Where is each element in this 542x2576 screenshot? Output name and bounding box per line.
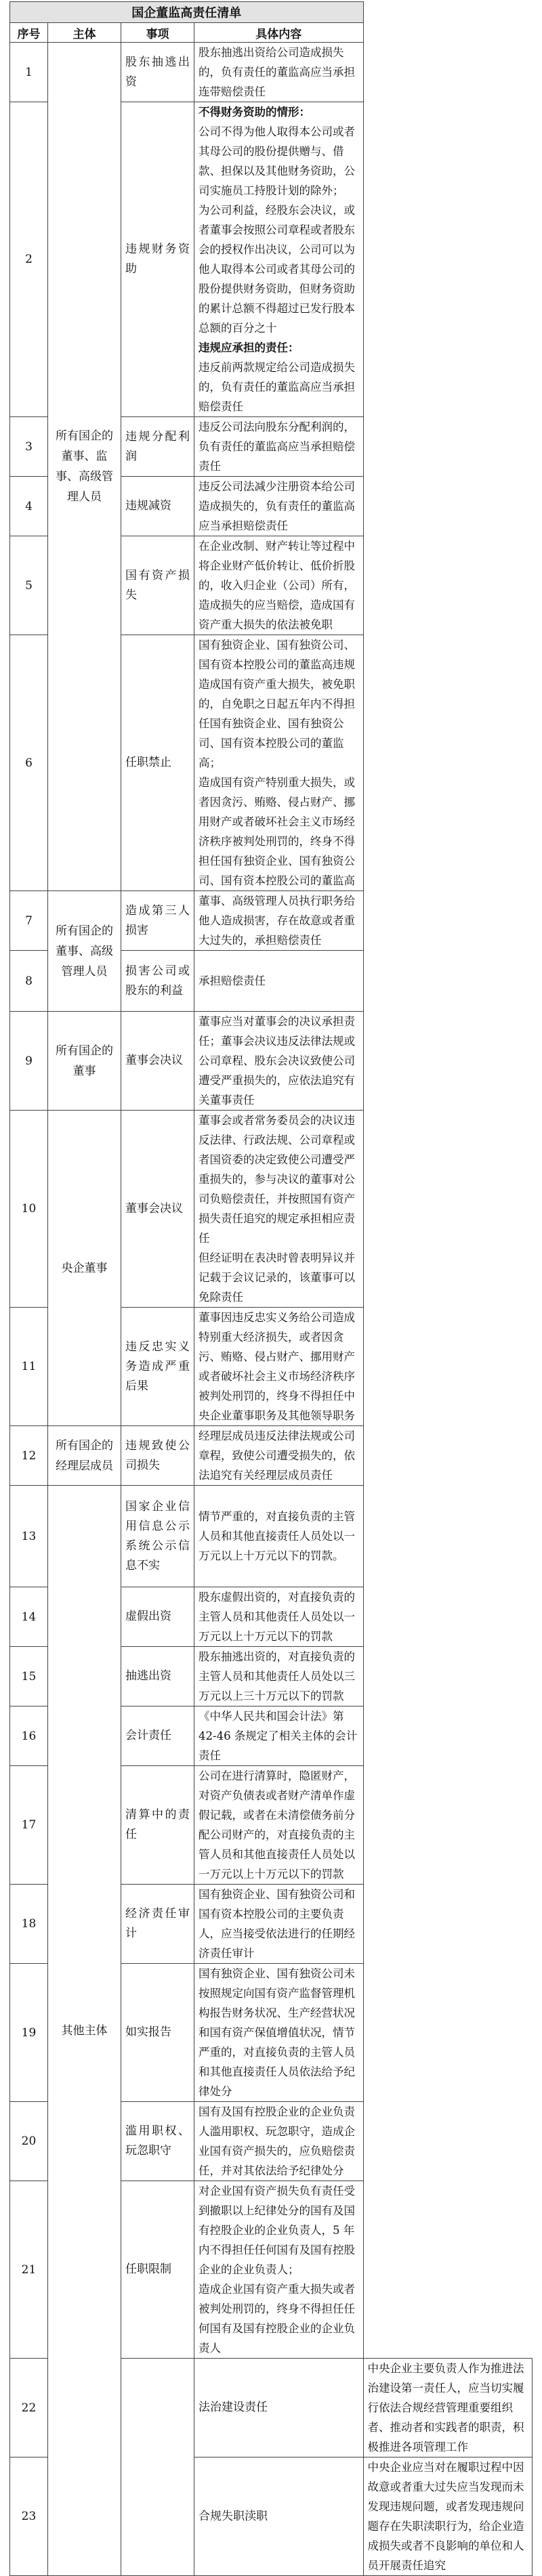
- header-subject: 主体: [48, 23, 121, 43]
- item-cell: 经济责任审计: [121, 1885, 194, 1964]
- content-paragraph: 股东抽逃出资的，对直接负责的主管人员和其他责任人员处以三万元以上三十万元以下的罚款: [199, 1650, 355, 1702]
- item-cell: 损害公司或股东的利益: [121, 951, 194, 1012]
- row-number: 13: [10, 1486, 48, 1587]
- item-cell: 国家企业信用信息公示系统公示信息不实: [121, 1486, 194, 1587]
- content-paragraph: 造成国有资产特别重大损失，或者因贪污、贿赂、侵占财产、挪用财产或者破坏社会主义市场经济秩序被判处刑罚的，终身不得担任国有独资企业、国有独资公司、国有资本控股公司的董监高: [199, 776, 355, 887]
- row-number: 17: [10, 1766, 48, 1885]
- subject-cell: 所有国企的董事: [48, 1012, 121, 1111]
- content-paragraph: 国有独资企业、国有独资公司和国有资本控股公司的主要负责人，应当接受依法进行的任期经济责任审计: [199, 1888, 355, 1960]
- item-cell: 任职禁止: [121, 635, 194, 891]
- table-row: [10, 891, 533, 951]
- content-cell: [194, 1706, 364, 1766]
- header-number: 序号: [10, 23, 48, 43]
- content-cell: [194, 1647, 364, 1706]
- row-number: 7: [10, 891, 48, 951]
- content-paragraph: 公司不得为他人取得本公司或者其母公司的股份提供赠与、借款、担保以及其他财务资助，公司实施员工持股计划的除外；: [199, 125, 355, 197]
- page-title: 国企董监高责任清单: [10, 2, 364, 23]
- row-number: 18: [10, 1885, 48, 1964]
- content-paragraph: 股东抽逃出资给公司造成损失的，负有责任的董监高应当承担连带赔偿责任: [199, 46, 355, 98]
- content-cell: [194, 536, 364, 635]
- content-paragraph: 造成企业国有资产重大损失或者被判处刑罚的，终身不得担任任何国有及国有控股企业的企业负责人: [199, 2283, 355, 2355]
- item-cell: 合规失职渎职: [194, 2457, 364, 2576]
- row-number: 22: [10, 2359, 48, 2457]
- item-cell: 会计责任: [121, 1706, 194, 1766]
- content-cell: [194, 1012, 364, 1111]
- row-number: 14: [10, 1587, 48, 1647]
- content-cell: [194, 1308, 364, 1426]
- content-cell: [194, 1111, 364, 1308]
- content-paragraph: 《中华人民共和国会计法》第 42-46 条规定了相关主体的会计责任: [199, 1710, 358, 1762]
- row-number: 6: [10, 635, 48, 891]
- table-row: [10, 1111, 533, 1308]
- content-cell: [194, 2102, 364, 2181]
- responsibility-table: [9, 1, 533, 2576]
- row-number: 8: [10, 951, 48, 1012]
- content-paragraph: 董事会或者常务委员会的决议违反法律、行政法规、公司章程或者国资委的决定致使公司遭受严重损失的，参与决议的董事对公司负赔偿责任，并按照国有资产损失责任追究的规定承担相应责任: [199, 1114, 355, 1245]
- table-row: [10, 1426, 533, 1486]
- content-paragraph: 违反前两款规定给公司造成损失的，负有责任的董监高应当承担赔偿责任: [199, 361, 355, 413]
- item-cell: 虚假出资: [121, 1587, 194, 1647]
- content-cell: [194, 477, 364, 536]
- content-cell: [194, 1766, 364, 1885]
- content-paragraph: 股东虚假出资的，对直接负责的主管人员和其他责任人员处以一万元以上十万元以下的罚款: [199, 1591, 355, 1643]
- content-cell: [363, 2359, 533, 2457]
- content-cell: [194, 2181, 364, 2359]
- item-cell: 法治建设责任: [194, 2359, 364, 2457]
- content-cell: [194, 1885, 364, 1964]
- item-cell: 股东抽逃出资: [121, 43, 194, 102]
- content-paragraph: 经理层成员违反法律法规或公司章程，致使公司遭受损失的，依法追究有关经理层成员责任: [199, 1430, 355, 1482]
- content-cell: [194, 1587, 364, 1647]
- table-row: [10, 1486, 533, 1587]
- content-cell: [194, 951, 364, 1012]
- content-cell: [194, 1486, 364, 1587]
- row-number: 10: [10, 1111, 48, 1308]
- row-number: 19: [10, 1964, 48, 2102]
- table-row: [10, 1012, 533, 1111]
- content-paragraph: 董事因违反忠实义务给公司造成特别重大经济损失，或者因贪污、贿赂、侵占财产、挪用财产或者破坏社会主义市场经济秩序被判处刑罚的，终身不得担任中央企业董事职务及其他领导职务: [199, 1311, 355, 1422]
- content-cell: [194, 43, 364, 102]
- item-cell: 清算中的责任: [121, 1766, 194, 1885]
- content-paragraph: 为公司利益，经股东会决议，或者董事会按照公司章程或者股东会的授权作出决议，公司可以为他人取得本公司或者其母公司的股份提供财务资助，但财务资助的累计总额不得超过已发行股本总额的百分之十: [199, 204, 355, 335]
- item-cell: 造成第三人损害: [121, 891, 194, 951]
- content-paragraph: 违反公司法向股东分配利润的，负有责任的董监高应当承担赔偿责任: [199, 421, 355, 473]
- content-paragraph: 但经证明在表决时曾表明异议并记载于会议记录的，该董事可以免除责任: [199, 1251, 355, 1304]
- content-cell: [194, 102, 364, 417]
- item-cell: 违规分配利润: [121, 417, 194, 477]
- row-number: 23: [10, 2457, 48, 2576]
- subject-cell: [121, 2359, 194, 2457]
- subject-cell: 所有国企的经理层成员: [48, 1426, 121, 1486]
- content-paragraph: 国有独资企业、国有独资公司未按照规定向国有资产监督管理机构报告财务状况、生产经营状况和国有资产保值增值状况，情节严重的，对直接负责的主管人员和其他直接责任人员依法给予纪律处分: [199, 1967, 355, 2098]
- content-paragraph: 在企业改制、财产转让等过程中将企业财产低价转让、低价折股的，收入归企业（公司）所有，造成损失的应当赔偿，造成国有资产重大损失的依法被免职: [199, 540, 355, 631]
- content-paragraph: 董事应当对董事会的决议承担责任；董事会决议违反法律法规或公司章程、股东会决议致使公司遭受严重损失的，应依法追究有关董事责任: [199, 1015, 355, 1107]
- item-cell: 违反忠实义务造成严重后果: [121, 1308, 194, 1426]
- content-cell: [194, 1426, 364, 1486]
- row-number: 4: [10, 477, 48, 536]
- item-cell: 如实报告: [121, 1964, 194, 2102]
- content-heading: 违规应承担的责任：: [199, 341, 299, 354]
- content-cell: [194, 417, 364, 477]
- content-paragraph: 公司在进行清算时，隐匿财产，对资产负债表或者财产清单作虚假记载，或者在未清偿债务前分配公司财产的，对直接负责的主管人员和其他直接责任人员处以一万元以上十万元以下的罚款: [199, 1769, 355, 1881]
- content-cell: [194, 891, 364, 951]
- content-heading: 不得财务资助的情形：: [199, 106, 310, 119]
- content-paragraph: 国有及国有控股企业的企业负责人滥用职权、玩忽职守，造成企业国有资产损失的，应负赔偿责任，并对其依法给予纪律处分: [199, 2105, 355, 2177]
- content-paragraph: 违反公司法减少注册资本给公司造成损失的，负有责任的董监高应当承担赔偿责任: [199, 480, 355, 532]
- row-number: 15: [10, 1647, 48, 1706]
- item-cell: 董事会决议: [121, 1111, 194, 1308]
- row-number: 2: [10, 102, 48, 417]
- row-number: 21: [10, 2181, 48, 2359]
- item-cell: 违规财务资助: [121, 102, 194, 417]
- subject-cell: 央企董事: [48, 1111, 121, 1426]
- table-row: [10, 43, 533, 102]
- item-cell: 任职限制: [121, 2181, 194, 2359]
- row-number: 12: [10, 1426, 48, 1486]
- row-number: 5: [10, 536, 48, 635]
- content-paragraph: 承担赔偿责任: [199, 974, 266, 987]
- row-number: 11: [10, 1308, 48, 1426]
- item-cell: 滥用职权、玩忽职守: [121, 2102, 194, 2181]
- row-number: 3: [10, 417, 48, 477]
- content-paragraph: 对企业国有资产损失负有责任受到撤职以上纪律处分的国有及国有控股企业的企业负责人，5 年内不得担任任何国有及国有控股企业的企业负责人；: [199, 2185, 355, 2276]
- content-paragraph: 董事、高级管理人员执行职务给他人造成损害，存在故意或者重大过失的，承担赔偿责任: [199, 895, 355, 947]
- content-cell: [194, 1964, 364, 2102]
- header-content: 具体内容: [194, 23, 364, 43]
- subject-cell: 其他主体: [48, 1486, 121, 2576]
- content-paragraph: 国有独资企业、国有独资公司、国有资本控股公司的董监高违规造成国有资产重大损失，被免职的，自免职之日起五年内不得担任国有独资企业、国有独资公司、国有资本控股公司的董监高；: [199, 639, 355, 769]
- item-cell: 抽逃出资: [121, 1647, 194, 1706]
- item-cell: 违规致使公司损失: [121, 1426, 194, 1486]
- content-paragraph: 中央企业应当对在履职过程中因故意或者重大过失应当发现而未发现违规问题，或者发现违规问题存在失职渎职行为，给企业造成损失或者不良影响的单位和人员开展责任追究: [367, 2461, 524, 2572]
- item-cell: 董事会决议: [121, 1012, 194, 1111]
- subject-cell: [121, 2457, 194, 2576]
- item-cell: 违规减资: [121, 477, 194, 536]
- content-paragraph: 中央企业主要负责人作为推进法治建设第一责任人，应当切实履行依法合规经营管理重要组织者、推动者和实践者的职责，积极推进各项管理工作: [367, 2362, 524, 2453]
- row-number: 1: [10, 43, 48, 102]
- row-number: 20: [10, 2102, 48, 2181]
- content-cell: [363, 2457, 533, 2576]
- header-item: 事项: [121, 23, 194, 43]
- item-cell: 国有资产损失: [121, 536, 194, 635]
- row-number: 9: [10, 1012, 48, 1111]
- subject-cell: 所有国企的董事、监事、高级管理人员: [48, 43, 121, 891]
- row-number: 16: [10, 1706, 48, 1766]
- content-paragraph: 情节严重的，对直接负责的主管人员和其他直接责任人员处以一万元以上十万元以下的罚款。: [199, 1510, 355, 1562]
- content-cell: [194, 635, 364, 891]
- subject-cell: 所有国企的董事、高级管理人员: [48, 891, 121, 1012]
